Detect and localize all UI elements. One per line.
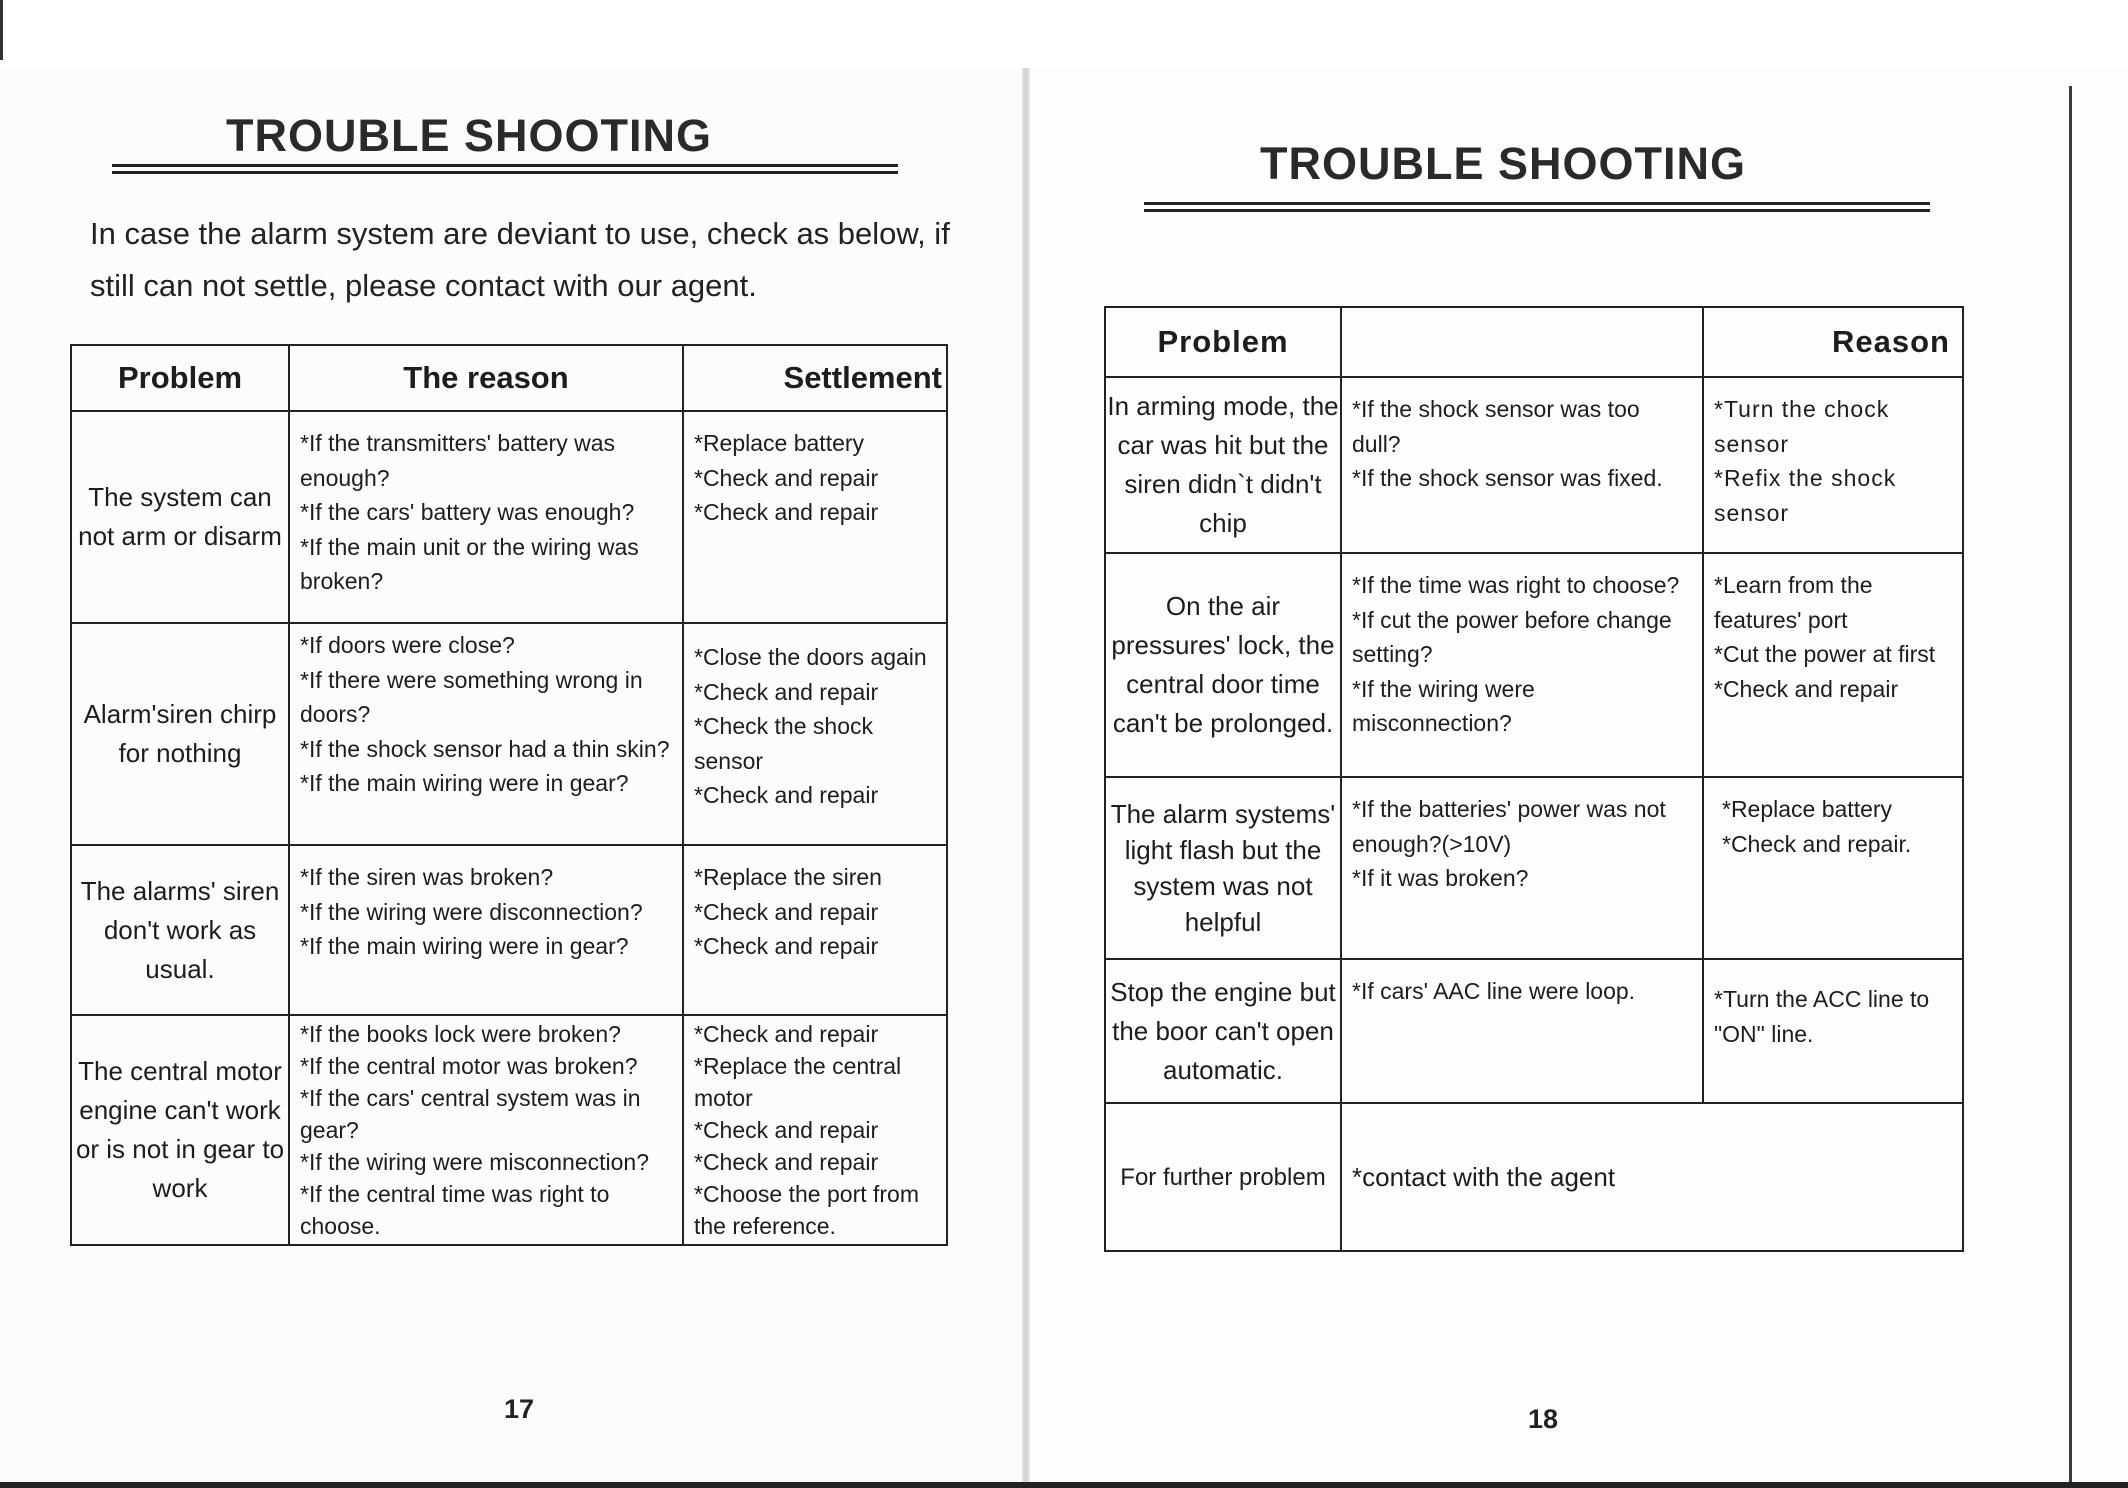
reason-line: *If the main wiring were in gear? (300, 770, 629, 796)
reason-line: *If the shock sensor was too dull? (1352, 396, 1640, 457)
reason-line: *If the wiring were misconnection? (1352, 675, 1535, 736)
left-table-header-row (71, 345, 947, 411)
table-row (71, 411, 947, 623)
right-header-middle (1341, 307, 1703, 377)
reason-line: *If the central motor was broken? (300, 1053, 638, 1079)
problem-cell: The central motor engine can't work or is not in gear to work (71, 1015, 289, 1245)
reason-line: *If the books lock were broken? (300, 1021, 621, 1047)
page-edge (2069, 86, 2072, 1488)
reason-line: *If the central time was right to choose. (300, 1181, 610, 1239)
settlement-cell (1703, 959, 1963, 1103)
settlement-line: *Refix the shock sensor (1714, 465, 1897, 526)
left-header-settlement: Settlement (683, 345, 947, 411)
reason-line: *If cut the power before change setting? (1352, 606, 1672, 667)
settlement-line: *Replace the siren (694, 864, 882, 890)
book-spine (1022, 68, 1030, 1488)
reason-line: *If the main wiring were in gear? (300, 933, 629, 959)
settlement-line: *Check the shock sensor (694, 713, 873, 774)
settlement-line: *Check and repair (694, 782, 879, 808)
table-row (1105, 1103, 1963, 1251)
scan-bottom-edge (0, 1482, 2128, 1488)
settlement-line: *Check and repair (694, 898, 879, 925)
problem-cell: In arming mode, the car was hit but the siren didn`t didn't chip (1105, 377, 1341, 553)
reason-line: *If the siren was broken? (300, 864, 554, 890)
settlement-cell (683, 623, 947, 845)
reason-cell (1341, 959, 1703, 1103)
left-page-title: TROUBLE SHOOTING (226, 110, 712, 161)
right-page-number: 18 (1528, 1404, 1559, 1434)
reason-cell (289, 845, 683, 1015)
settlement-line: *Learn from the features' port (1714, 572, 1873, 633)
right-trouble-table (1104, 306, 1964, 1252)
settlement-cell (1703, 777, 1963, 959)
right-header-reason: Reason (1703, 307, 1963, 377)
settlement-line: *Choose the port from the reference. (694, 1181, 920, 1239)
reason-cell (1341, 1103, 1963, 1251)
reason-line: *If cars' AAC line were loop. (1352, 978, 1636, 1004)
table-row (1105, 553, 1963, 777)
reason-cell (1341, 553, 1703, 777)
reason-line: *If it was broken? (1352, 865, 1529, 891)
problem-cell: On the air pressures' lock, the central door time can't be prolonged. (1105, 553, 1341, 777)
left-intro-text: In case the alarm system are deviant to use, check as below, if still can not settle, please contact with our agent. (90, 216, 950, 303)
problem-cell: For further problem (1105, 1103, 1341, 1251)
left-page-number: 17 (504, 1394, 535, 1424)
settlement-line: *Check and repair (694, 464, 879, 491)
reason-cell (289, 623, 683, 845)
settlement-line: *Turn the ACC line to "ON" line. (1714, 986, 1930, 1047)
table-row (1105, 377, 1963, 553)
reason-cell (289, 411, 683, 623)
reason-cell (1341, 377, 1703, 553)
reason-line: *If the time was right to choose? (1352, 572, 1680, 598)
reason-line: *If the batteries' power was not enough?(>10V) (1352, 796, 1666, 857)
settlement-cell (683, 411, 947, 623)
reason-cell (1341, 777, 1703, 959)
left-title-rule (112, 164, 898, 174)
settlement-cell (1703, 553, 1963, 777)
left-trouble-table (70, 344, 948, 1246)
reason-cell (289, 1015, 683, 1245)
settlement-cell (683, 845, 947, 1015)
reason-line: *If the cars' battery was enough? (300, 499, 635, 525)
reason-line: *If the transmitters' battery was enough? (300, 430, 616, 491)
settlement-line: *Check and repair (694, 1021, 879, 1047)
settlement-line: *Check and repair (1714, 675, 1899, 702)
reason-line: *If the wiring were disconnection? (300, 898, 643, 925)
problem-cell: The alarm systems' light flash but the system was not helpful (1105, 777, 1341, 959)
right-table-header-row (1105, 307, 1963, 377)
right-header-problem: Problem (1105, 307, 1341, 377)
settlement-cell (1703, 377, 1963, 553)
problem-cell: Stop the engine but the boor can't open automatic. (1105, 959, 1341, 1103)
table-row (71, 845, 947, 1015)
left-header-problem: Problem (71, 345, 289, 411)
left-header-reason: The reason (289, 345, 683, 411)
right-title-rule (1144, 202, 1930, 212)
settlement-cell (683, 1015, 947, 1245)
table-row (71, 623, 947, 845)
reason-line: *If the shock sensor had a thin skin? (300, 735, 670, 762)
table-row (1105, 959, 1963, 1103)
settlement-line: *Replace the central motor (694, 1053, 902, 1111)
settlement-line: *Check and repair (694, 1149, 879, 1175)
table-row (71, 1015, 947, 1245)
problem-cell: Alarm'siren chirp for nothing (71, 623, 289, 845)
settlement-line: *Check and repair. (1722, 830, 1912, 857)
settlement-line: *Cut the power at first (1714, 641, 1936, 667)
settlement-line: *Check and repair (694, 1117, 879, 1143)
problem-cell: The alarms' siren don't work as usual. (71, 845, 289, 1015)
problem-cell: The system can not arm or disarm (71, 411, 289, 623)
settlement-line: *Replace battery (1722, 796, 1893, 822)
settlement-line: *Turn the chock sensor (1714, 396, 1890, 457)
reason-line: *contact with the agent (1352, 1161, 1616, 1192)
right-page-title: TROUBLE SHOOTING (1260, 138, 1746, 189)
table-row (1105, 777, 1963, 959)
settlement-line: *Check and repair (694, 933, 879, 959)
reason-line: *If the wiring were misconnection? (300, 1149, 649, 1175)
reason-line: *If there were something wrong in doors? (300, 666, 643, 727)
settlement-line: *Replace battery (694, 430, 865, 456)
page-edge-mark (0, 0, 3, 60)
reason-line: *If the shock sensor was fixed. (1352, 465, 1663, 491)
settlement-line: *Close the doors again (694, 644, 927, 670)
settlement-line: *Check and repair (694, 499, 879, 525)
reason-line: *If the cars' central system was in gear? (300, 1085, 641, 1143)
reason-line: *If doors were close? (300, 632, 515, 658)
settlement-line: *Check and repair (694, 678, 879, 705)
reason-line: *If the main unit or the wiring was broken? (300, 533, 639, 594)
